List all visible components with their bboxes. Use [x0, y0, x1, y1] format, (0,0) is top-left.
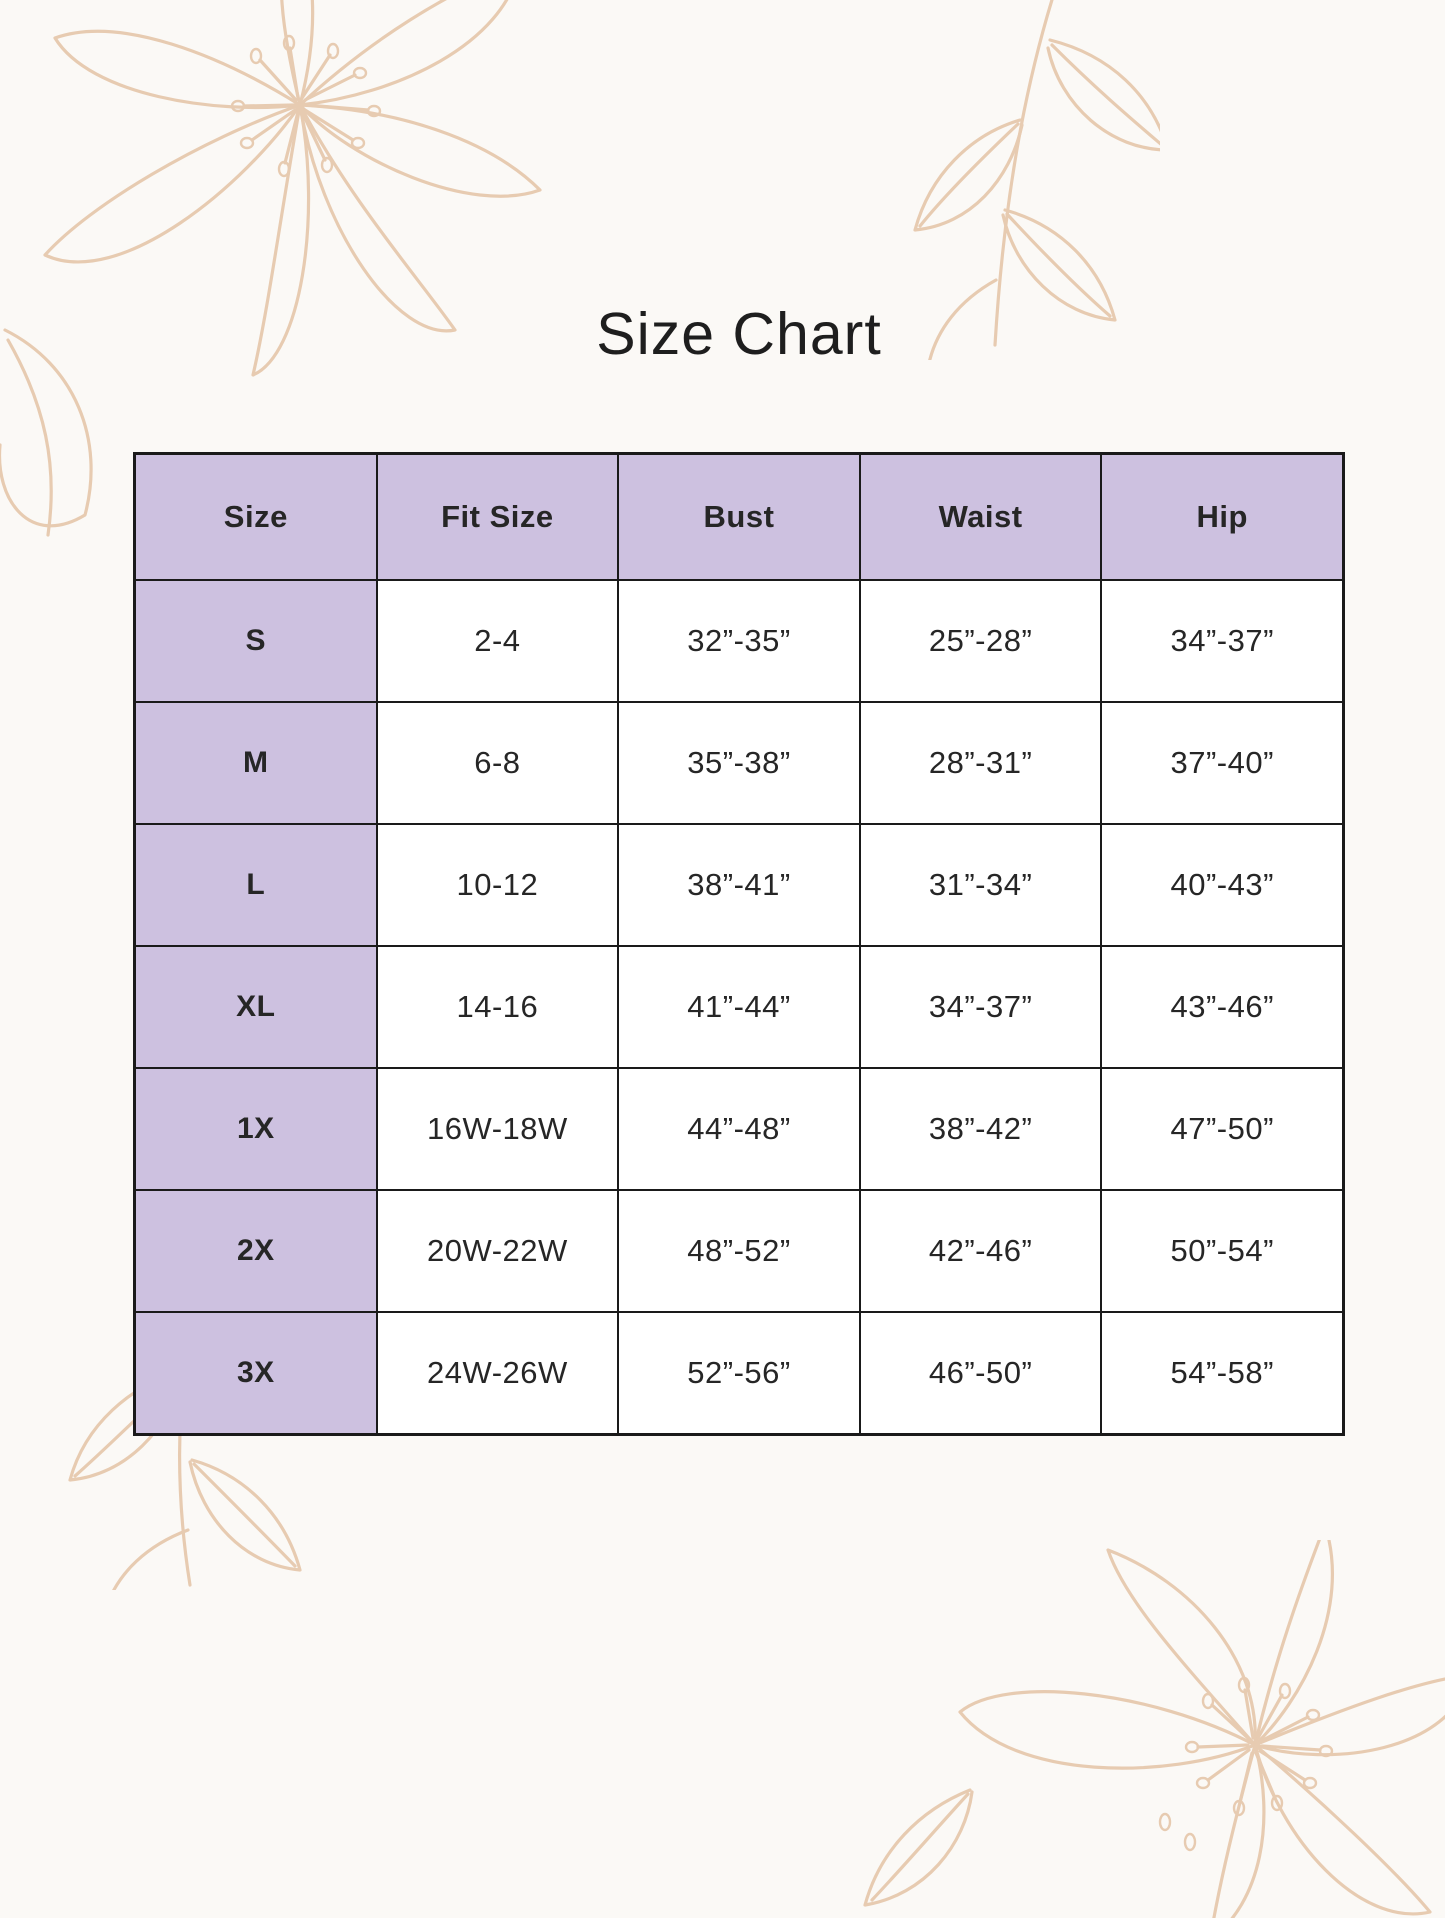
- waist-cell: 38”-42”: [860, 1068, 1102, 1190]
- size-cell: 3X: [135, 1312, 377, 1434]
- bust-cell: 35”-38”: [618, 702, 860, 824]
- bust-cell: 44”-48”: [618, 1068, 860, 1190]
- fit-size-cell: 10-12: [377, 824, 619, 946]
- hip-cell: 50”-54”: [1101, 1190, 1343, 1312]
- waist-cell: 34”-37”: [860, 946, 1102, 1068]
- size-cell: M: [135, 702, 377, 824]
- size-cell: 1X: [135, 1068, 377, 1190]
- bust-cell: 41”-44”: [618, 946, 860, 1068]
- fit-size-cell: 24W-26W: [377, 1312, 619, 1434]
- bust-cell: 38”-41”: [618, 824, 860, 946]
- header-hip: Hip: [1101, 454, 1343, 581]
- waist-cell: 25”-28”: [860, 580, 1102, 702]
- hip-cell: 43”-46”: [1101, 946, 1343, 1068]
- table-row: [135, 1068, 1344, 1190]
- floral-ornament-bottom-right-icon: [820, 1540, 1445, 1918]
- hip-cell: 34”-37”: [1101, 580, 1343, 702]
- header-size: Size: [135, 454, 377, 581]
- hip-cell: 47”-50”: [1101, 1068, 1343, 1190]
- bust-cell: 32”-35”: [618, 580, 860, 702]
- hip-cell: 54”-58”: [1101, 1312, 1343, 1434]
- size-cell: S: [135, 580, 377, 702]
- hip-cell: 40”-43”: [1101, 824, 1343, 946]
- waist-cell: 46”-50”: [860, 1312, 1102, 1434]
- header-waist: Waist: [860, 454, 1102, 581]
- table-row: [135, 946, 1344, 1068]
- size-cell: XL: [135, 946, 377, 1068]
- table-row: [135, 702, 1344, 824]
- table-header-row: [135, 454, 1344, 581]
- waist-cell: 31”-34”: [860, 824, 1102, 946]
- table-row: [135, 1312, 1344, 1434]
- table-row: [135, 580, 1344, 702]
- waist-cell: 42”-46”: [860, 1190, 1102, 1312]
- size-chart-table: [133, 452, 1345, 1436]
- size-cell: L: [135, 824, 377, 946]
- fit-size-cell: 2-4: [377, 580, 619, 702]
- table-row: [135, 1190, 1344, 1312]
- waist-cell: 28”-31”: [860, 702, 1102, 824]
- page-title: Size Chart: [596, 301, 882, 367]
- size-cell: 2X: [135, 1190, 377, 1312]
- bust-cell: 48”-52”: [618, 1190, 860, 1312]
- header-bust: Bust: [618, 454, 860, 581]
- fit-size-cell: 14-16: [377, 946, 619, 1068]
- fit-size-cell: 20W-22W: [377, 1190, 619, 1312]
- bust-cell: 52”-56”: [618, 1312, 860, 1434]
- fit-size-cell: 6-8: [377, 702, 619, 824]
- hip-cell: 37”-40”: [1101, 702, 1343, 824]
- table-row: [135, 824, 1344, 946]
- header-fit-size: Fit Size: [377, 454, 619, 581]
- fit-size-cell: 16W-18W: [377, 1068, 619, 1190]
